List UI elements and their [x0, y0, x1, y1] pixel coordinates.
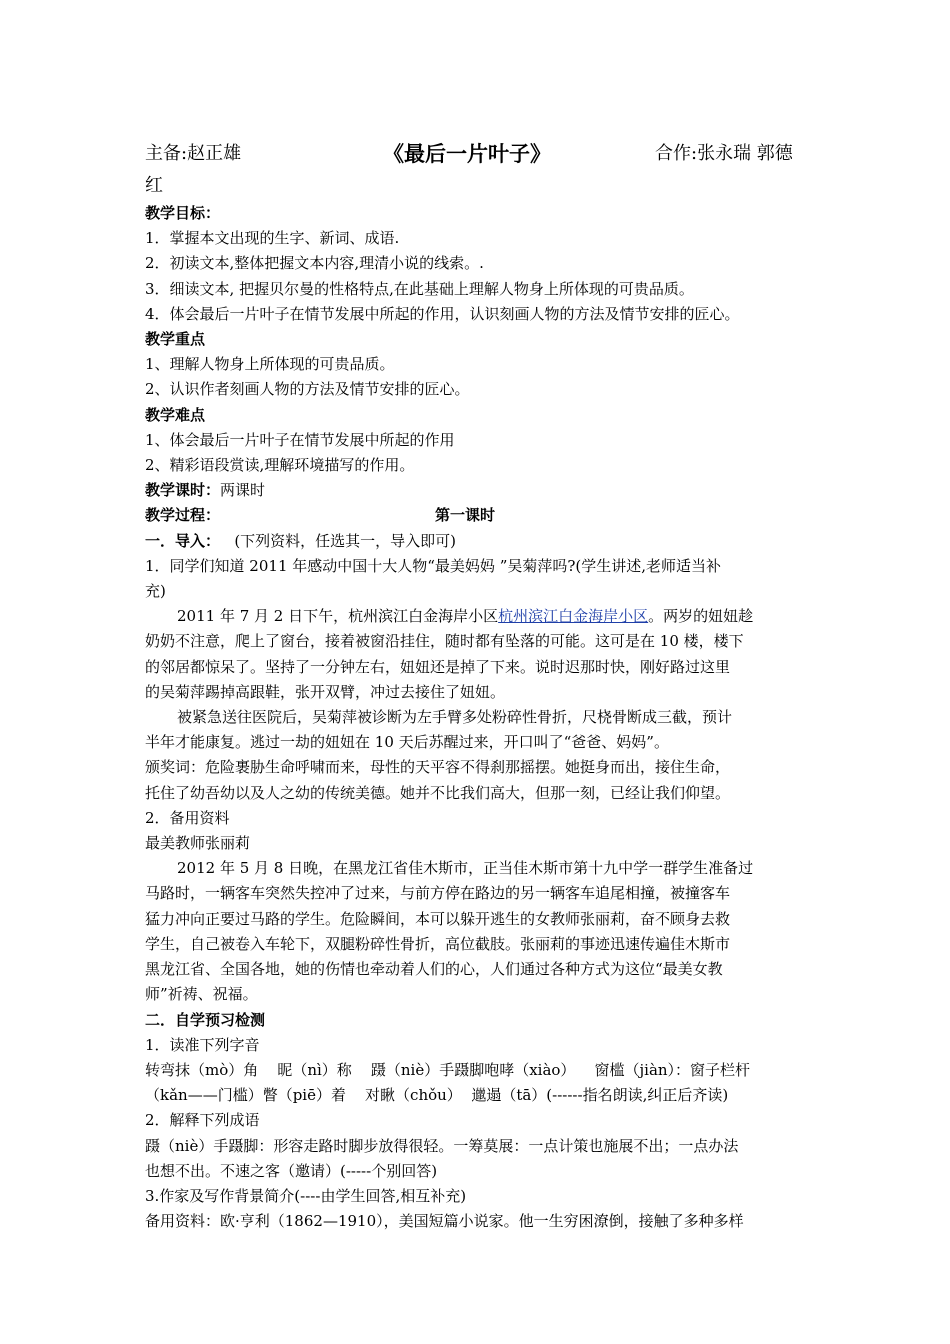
paragraph-line: 最美教师张丽莉 [145, 834, 251, 853]
paragraph-line: 师”祈祷、祝福。 [145, 985, 258, 1004]
goal-item: 3．细读文本, 把握贝尔曼的性格特点,在此基础上理解人物身上所体现的可贵品质。 [145, 279, 694, 298]
paragraph-line: 被紧急送往医院后，吴菊萍被诊断为左手臂多处粉碎性骨折，尺桡骨断成三截，预计 [177, 708, 733, 727]
doc-title: 《最后一片叶子》 [383, 141, 551, 166]
hours-line [145, 478, 807, 503]
paragraph-line: 马路时，一辆客车突然失控冲了过来，与前方停在路边的另一辆客车追尾相撞，被撞客车 [145, 884, 731, 903]
key-point-item: 2、认识作者刻画人物的方法及情节安排的匠心。 [145, 380, 470, 399]
goal-item: 1．掌握本文出现的生字、新词、成语. [145, 229, 400, 248]
paragraph-line: 3.作家及写作背景简介(----由学生回答,相互补充) [145, 1186, 467, 1205]
collaborators-label: 合作:张永瑞 郭德 [655, 143, 793, 164]
intro-heading-line [145, 529, 807, 554]
goal-item: 2．初读文本,整体把握文本内容,理清小说的线索。. [145, 254, 484, 273]
doc-header [145, 136, 807, 171]
process-label: 教学过程： [145, 506, 221, 525]
paragraph-line: 半年才能康复。逃过一劫的妞妞在 10 天后苏醒过来，开口叫了“爸爸、妈妈”。 [145, 733, 669, 752]
paragraph-line: （kǎn——门槛）瞥（piē）着 对瞅（chǒu） 邋遢（tā）(------指名朗读,纠正后齐读) [145, 1086, 729, 1105]
paragraph-line: 2．解释下列成语 [145, 1111, 260, 1130]
paragraph-line: 2012 年 5 月 8 日晚，在黑龙江省佳木斯市，正当佳木斯市第十九中学一群学生准备过 [177, 859, 754, 878]
paragraph-line [145, 604, 807, 629]
hours-value: 两课时 [220, 481, 266, 500]
difficulties-heading: 教学难点 [145, 405, 206, 424]
preview-heading: 二．自学预习检测 [145, 1010, 266, 1029]
paragraph-line: 猛力冲向正要过马路的学生。危险瞬间，本可以躲开逃生的女教师张丽莉，奋不顾身去救 [145, 909, 731, 928]
paragraph-line: 的吴菊萍踢掉高跟鞋，张开双臂，冲过去接住了妞妞。 [145, 682, 506, 701]
intro-heading: 一．导入： [145, 531, 221, 550]
intro-note: (下列资料，任选其一，导入即可) [220, 531, 457, 550]
location-link[interactable]: 杭州滨江白金海岸小区 [498, 607, 649, 626]
paragraph-line: 黑龙江省、全国各地，她的伤情也牵动着人们的心，人们通过各种方式为这位“最美女教 [145, 960, 723, 979]
paragraph-line: 转弯抹（mò）角 昵（nì）称 蹑（niè）手蹑脚咆哮（xiào） 窗槛（jiàn）：窗子栏杆 [145, 1060, 751, 1079]
author-label: 主备:赵正雄 [145, 143, 242, 164]
goals-heading: 教学目标： [145, 204, 221, 222]
document-page [145, 136, 807, 1234]
paragraph-line: 奶奶不注意，爬上了窗台，接着被窗沿挂住，随时都有坠落的可能。这可是在 10 楼，楼下 [145, 632, 744, 651]
paragraph-line: 蹑（niè）手蹑脚：形容走路时脚步放得很轻。一筹莫展：一点计策也施展不出；一点办法 [145, 1136, 739, 1155]
paragraph-line: 备用资料：欧·亨利（1862—1910），美国短篇小说家。他一生穷困潦倒，接触了多种多样 [145, 1212, 744, 1231]
paragraph-line: 的邻居都惊呆了。坚持了一分钟左右，妞妞还是掉了下来。说时迟那时快，刚好路过这里 [145, 657, 731, 676]
key-point-item: 1、理解人物身上所体现的可贵品质。 [145, 355, 395, 374]
goal-item: 4．体会最后一片叶子在情节发展中所起的作用，认识刻画人物的方法及情节安排的匠心。 [145, 304, 740, 323]
text-run: 2011 年 7 月 2 日下午，杭州滨江白金海岸小区 [177, 607, 499, 626]
paragraph-line: 托住了幼吾幼以及人之幼的传统美德。她并不比我们高大，但那一刻，已经让我们仰望。 [145, 783, 731, 802]
collaborators-wrap: 红 [145, 175, 163, 196]
hours-label: 教学课时： [145, 481, 221, 500]
paragraph-line: 颁奖词：危险裹胁生命呼啸而来，母性的天平容不得刹那摇摆。她挺身而出，接住生命， [145, 758, 731, 777]
key-points-heading: 教学重点 [145, 330, 206, 349]
lesson-label: 第一课时 [435, 506, 496, 525]
paragraph-line: 充) [145, 582, 166, 601]
difficulty-item: 1、体会最后一片叶子在情节发展中所起的作用 [145, 430, 455, 449]
difficulty-item: 2、精彩语段赏读,理解环境描写的作用。 [145, 456, 415, 475]
paragraph-line: 2．备用资料 [145, 808, 230, 827]
process-line [145, 503, 807, 528]
paragraph-line: 1．读准下列字音 [145, 1035, 260, 1054]
text-run: 。两岁的妞妞趁 [648, 607, 754, 626]
paragraph-line: 也想不出。不速之客（邀请）(-----个别回答) [145, 1161, 438, 1180]
paragraph-line: 学生，自己被卷入车轮下，双腿粉碎性骨折，高位截肢。张丽莉的事迹迅速传遍佳木斯市 [145, 934, 731, 953]
paragraph-line: 1．同学们知道 2011 年感动中国十大人物“最美妈妈 ”吴菊萍吗?(学生讲述,老师适当补 [145, 556, 722, 575]
